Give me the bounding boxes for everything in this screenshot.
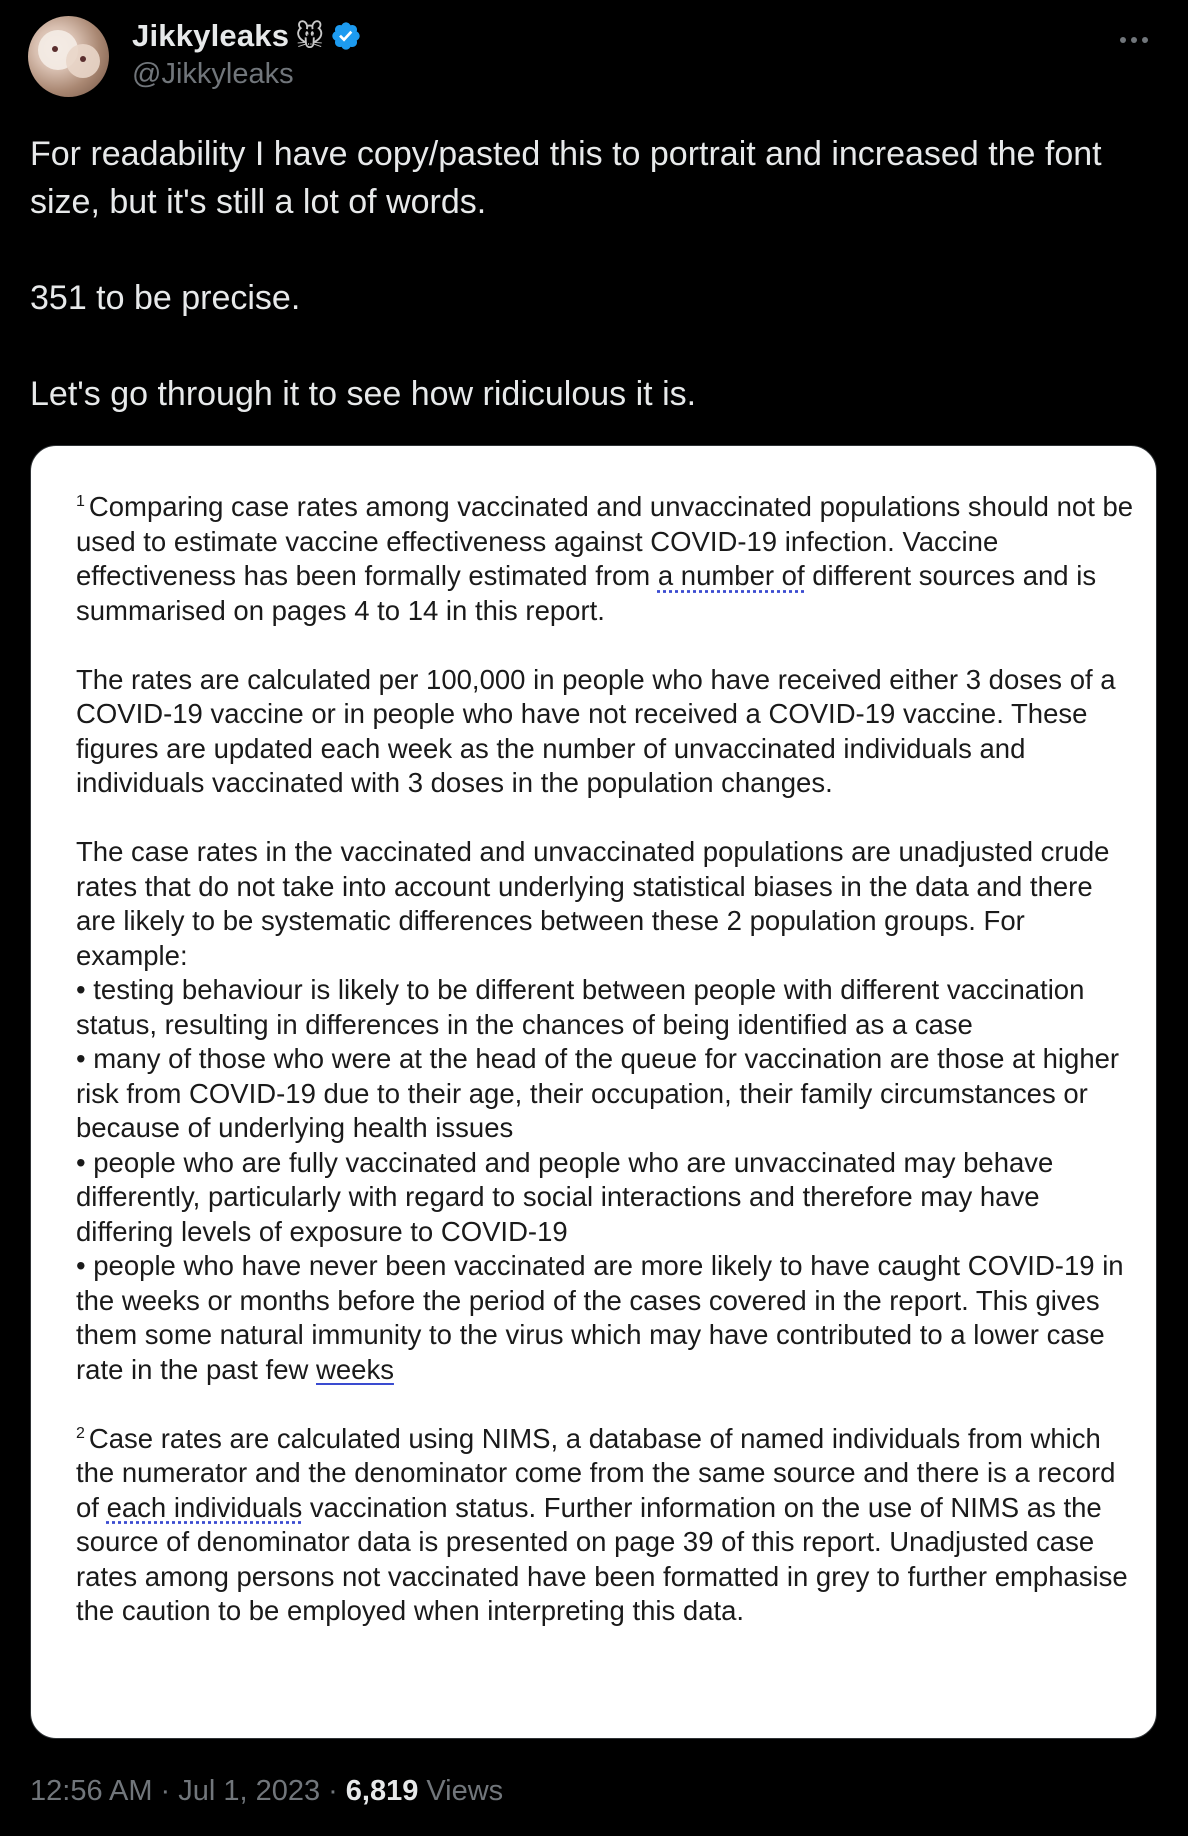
footnote-marker: 1: [76, 493, 85, 510]
document-text: [76, 490, 1136, 1663]
avatar-eye: [52, 46, 58, 52]
tweet-text: [30, 130, 1160, 418]
tweet-time[interactable]: 12:56 AM: [30, 1775, 153, 1807]
author-handle[interactable]: @Jikkyleaks: [132, 58, 294, 90]
meta-separator: ·: [160, 1775, 171, 1807]
tweet-date[interactable]: Jul 1, 2023: [178, 1775, 321, 1807]
attached-image[interactable]: [30, 445, 1157, 1739]
avatar-eye: [80, 56, 86, 62]
doc-paragraph-3: [76, 835, 1136, 1387]
views-label: Views: [426, 1775, 504, 1807]
tweet-meta: [30, 1775, 503, 1808]
doc-bullet: • testing behaviour is likely to be different between people with different vaccination status, resulting in differences in the chances of being identified as a case: [76, 974, 1085, 1040]
doc-text: Case rates are calculated using NIMS, a database of named individuals from which the numerator and the denominator come from the same source and there is a record of: [76, 1422, 1116, 1523]
display-name[interactable]: Jikkyleaks: [132, 18, 290, 53]
doc-paragraph-2: The rates are calculated per 100,000 in people who have received either 3 doses of a COVID-19 vaccine or in people who have not received a COVID-19 vaccine. These figures are updated each week as the number of unvaccinated individuals and individuals vaccinated with 3 doses in the population changes.: [76, 663, 1116, 798]
doc-bullet: • people who are fully vaccinated and people who are unvaccinated may behave differently, particularly with regard to social interactions and therefore may have differing levels of exposure to COVID-19: [76, 1146, 1054, 1247]
display-name-row: [132, 16, 362, 56]
doc-bullet: • people who have never been vaccinated are more likely to have caught COVID-19 in the weeks or months before the period of the cases covered in the report. This gives them some natural immunity to the virus which may have contributed to a lower case rate in the past few: [76, 1250, 1124, 1385]
tweet-paragraph: For readability I have copy/pasted this to portrait and increased the font size, but it's still a lot of words.: [30, 135, 1102, 221]
doc-linked-word: weeks: [316, 1353, 394, 1385]
more-options-icon[interactable]: [1116, 30, 1152, 50]
verified-badge-icon[interactable]: [330, 20, 362, 52]
doc-text: different sources and is summarised on pages 4 to 14 in this report.: [76, 560, 1097, 626]
doc-bullet: • many of those who were at the head of the queue for vaccination are those at higher risk from COVID-19 due to their age, their occupation, their family circumstances or because of underlying health issues: [76, 1043, 1120, 1143]
author-block: [132, 16, 362, 91]
footnote-marker: 2: [76, 1424, 85, 1442]
doc-text: Comparing case rates among vaccinated and unvaccinated populations should not be used to estimate vaccine effectiveness against COVID-19 infection. Vaccine effectiveness has been formally estimated from: [76, 491, 1134, 591]
avatar[interactable]: [28, 16, 109, 97]
doc-text: vaccination status. Further information on the use of NIMS as the source of denominator data is presented on page 39 of this report. Unadjusted case rates among persons not vaccinated have been formatted in grey to further emphasise the caution to be employed when interpreting this data.: [76, 1491, 1128, 1626]
doc-text: The case rates in the vaccinated and unvaccinated populations are unadjusted crude rates that do not take into account underlying statistical biases in the data and there are likely to be systematic differences between these 2 population groups. For example:: [76, 836, 1110, 971]
doc-paragraph-1: [76, 490, 1136, 628]
mouse-emoji-icon: 🐭: [295, 19, 325, 53]
doc-marked-phrase: a number of: [657, 560, 805, 591]
meta-separator: ·: [328, 1775, 338, 1807]
tweet-header: [28, 16, 1160, 100]
views-count[interactable]: 6,819: [345, 1775, 419, 1807]
tweet-paragraph: Let's go through it to see how ridiculous it is.: [30, 375, 697, 413]
tweet-paragraph: 351 to be precise.: [30, 279, 301, 317]
doc-marked-phrase: each individuals: [106, 1491, 303, 1523]
doc-paragraph-4: [76, 1422, 1136, 1629]
